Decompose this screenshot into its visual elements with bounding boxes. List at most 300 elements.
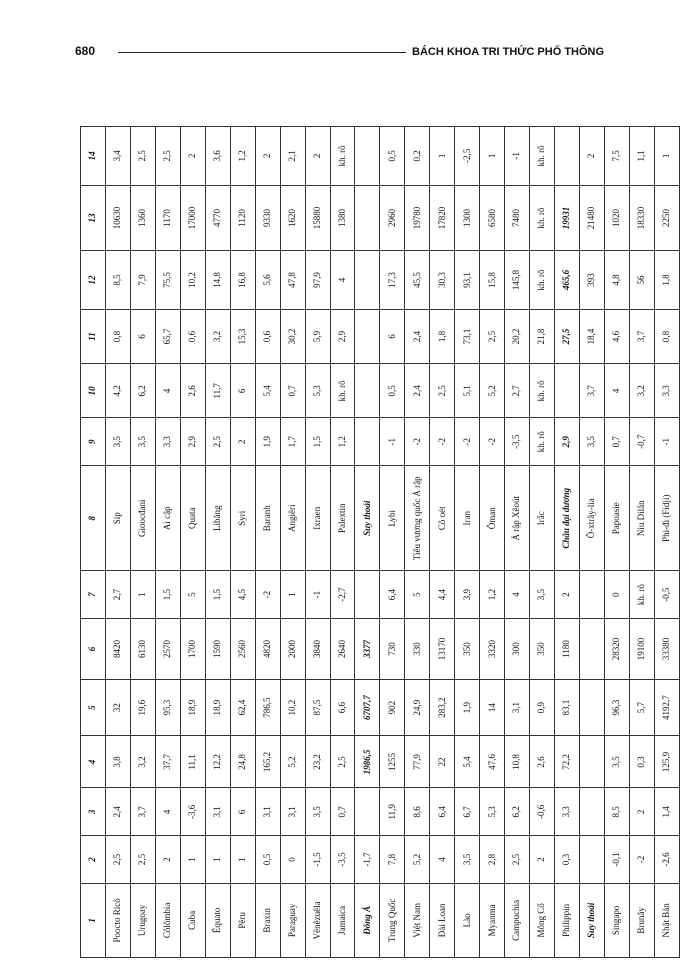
table-cell: 1120	[230, 185, 255, 250]
table-cell: 0,7	[280, 364, 305, 418]
table-cell: 24,9	[405, 679, 430, 736]
table-cell: Libăng	[205, 466, 230, 571]
table-cell: 21,8	[530, 309, 555, 363]
table-cell: 2,5	[130, 836, 155, 884]
table-cell: 8,5	[605, 788, 630, 836]
table-cell: 19780	[405, 185, 430, 250]
table-cell: 11,1	[180, 736, 205, 788]
column-header: 1	[81, 883, 106, 957]
table-cell: 1380	[330, 185, 355, 250]
table-cell: Ôman	[480, 466, 505, 571]
table-cell: 1	[130, 571, 155, 619]
table-cell: 1	[230, 836, 255, 884]
table-cell: -0,7	[629, 418, 654, 466]
table-cell: Ixraen	[305, 466, 330, 571]
table-cell: -3,5	[330, 836, 355, 884]
table-cell: 1,1	[629, 127, 654, 186]
table-cell: Baranh	[255, 466, 280, 571]
table-row	[380, 127, 405, 958]
table-cell: 2	[580, 127, 605, 186]
table-cell: -3,5	[505, 418, 530, 466]
table-cell: 18,9	[180, 679, 205, 736]
table-cell: Suy thoái	[355, 466, 380, 571]
table-cell	[355, 309, 380, 363]
table-cell: 19,6	[130, 679, 155, 736]
table-cell: 1986,5	[355, 736, 380, 788]
table-cell: 2	[230, 418, 255, 466]
table-cell: 4	[430, 836, 455, 884]
table-cell: 30,3	[430, 251, 455, 310]
table-cell: 95,3	[155, 679, 180, 736]
table-cell: 65,7	[155, 309, 180, 363]
table-cell: -2	[430, 418, 455, 466]
table-cell: 5,3	[305, 364, 330, 418]
table-cell: -1	[654, 418, 679, 466]
table-cell: Nhật Bản	[654, 883, 679, 957]
table-cell: 1,2	[230, 127, 255, 186]
table-cell	[580, 788, 605, 836]
table-cell: -2,6	[654, 836, 679, 884]
table-cell: 3,2	[130, 736, 155, 788]
table-cell: 15880	[305, 185, 330, 250]
table-cell: Poocto Ricô	[105, 883, 130, 957]
table-cell: 0,7	[605, 418, 630, 466]
table-cell: Lybi	[380, 466, 405, 571]
table-cell	[555, 127, 580, 186]
table-cell: 0,9	[530, 679, 555, 736]
table-cell: 4820	[255, 618, 280, 679]
table-cell: 6	[380, 309, 405, 363]
table-cell: 6,4	[380, 571, 405, 619]
table-row	[555, 127, 580, 958]
table-cell: 6,2	[130, 364, 155, 418]
table-cell: 4,2	[105, 364, 130, 418]
table-cell: 1,2	[480, 571, 505, 619]
table-cell: Quata	[180, 466, 205, 571]
table-cell: Vênêzuêla	[305, 883, 330, 957]
table-cell: 350	[530, 618, 555, 679]
table-cell: 4,4	[430, 571, 455, 619]
column-header: 4	[81, 736, 106, 788]
table-cell: Côlômbia	[155, 883, 180, 957]
table-row	[605, 127, 630, 958]
table-cell: 0,7	[330, 788, 355, 836]
table-cell: 4	[155, 364, 180, 418]
table-cell: 1,5	[205, 571, 230, 619]
table-cell	[580, 679, 605, 736]
table-cell: 350	[455, 618, 480, 679]
table-cell: Đài Loan	[430, 883, 455, 957]
table-cell: 0,6	[180, 309, 205, 363]
table-cell: 73,1	[455, 309, 480, 363]
table-cell: -2,7	[330, 571, 355, 619]
table-row	[430, 127, 455, 958]
table-cell: 2	[180, 127, 205, 186]
table-cell: 5,2	[280, 736, 305, 788]
table-cell: 1,5	[155, 571, 180, 619]
table-cell: 125,9	[654, 736, 679, 788]
table-cell: 14,8	[205, 251, 230, 310]
table-cell: 10630	[105, 185, 130, 250]
table-cell: 4,6	[605, 309, 630, 363]
table-cell: Việt Nam	[405, 883, 430, 957]
table-cell: 5,1	[455, 364, 480, 418]
table-cell: Lào	[455, 883, 480, 957]
table-cell: 2960	[380, 185, 405, 250]
table-cell	[355, 251, 380, 310]
table-cell: 2,1	[280, 127, 305, 186]
table-row	[405, 127, 430, 958]
table-cell: 33380	[654, 618, 679, 679]
table-cell: 1	[280, 571, 305, 619]
table-cell: 5,7	[629, 679, 654, 736]
table-cell: 7,8	[380, 836, 405, 884]
table-row	[355, 127, 380, 958]
table-cell: 4	[605, 364, 630, 418]
table-cell: 1700	[180, 618, 205, 679]
table-cell: 3,1	[255, 788, 280, 836]
table-cell: 3,3	[654, 364, 679, 418]
table-cell: 465,6	[555, 251, 580, 310]
table-cell: 3,4	[105, 127, 130, 186]
table-cell: Ả rập Xêoút	[505, 466, 530, 571]
header-row	[81, 127, 106, 958]
table-cell: 3,7	[580, 364, 605, 418]
header-rule	[118, 52, 406, 53]
table-cell: 0,8	[654, 309, 679, 363]
table-cell: 4,8	[605, 251, 630, 310]
table-cell: Paraguay	[280, 883, 305, 957]
table-cell: 2000	[280, 618, 305, 679]
table-row	[480, 127, 505, 958]
table-cell: 2,7	[505, 364, 530, 418]
table-cell: 2,8	[480, 836, 505, 884]
table-cell: 300	[505, 618, 530, 679]
table-row	[105, 127, 130, 958]
table-cell: 3,5	[580, 418, 605, 466]
table-cell: 2	[155, 836, 180, 884]
table-cell: 93,1	[455, 251, 480, 310]
table-cell: kh. rõ	[530, 127, 555, 186]
table-cell: 1,8	[654, 251, 679, 310]
table-cell: 0	[605, 571, 630, 619]
table-cell: 1360	[130, 185, 155, 250]
table-cell: 22	[430, 736, 455, 788]
table-row	[330, 127, 355, 958]
table-cell: 4770	[205, 185, 230, 250]
table-cell: -1	[380, 418, 405, 466]
table-cell: 2,6	[530, 736, 555, 788]
table-cell: 1300	[455, 185, 480, 250]
table-cell: 3,5	[605, 736, 630, 788]
table-cell: 2	[305, 127, 330, 186]
table-cell: 12,2	[205, 736, 230, 788]
table-cell: 0,3	[629, 736, 654, 788]
table-cell	[580, 571, 605, 619]
table-cell: 3,7	[130, 788, 155, 836]
table-cell	[355, 571, 380, 619]
table-cell: -2,5	[455, 127, 480, 186]
table-cell: Syri	[230, 466, 255, 571]
column-header: 6	[81, 618, 106, 679]
table-cell: 15,3	[230, 309, 255, 363]
column-header: 14	[81, 127, 106, 186]
table-cell: 83,1	[555, 679, 580, 736]
table-cell: 0,5	[255, 836, 280, 884]
table-cell: 0,5	[380, 364, 405, 418]
table-cell: 2560	[230, 618, 255, 679]
table-cell: 1,9	[255, 418, 280, 466]
page-header	[0, 0, 683, 70]
table-cell: -3,6	[180, 788, 205, 836]
table-cell: 37,7	[155, 736, 180, 788]
table-cell: 8,5	[105, 251, 130, 310]
table-cell: Irắc	[530, 466, 555, 571]
table-cell: 6,7	[455, 788, 480, 836]
table-cell: 30,2	[280, 309, 305, 363]
table-cell: 165,2	[255, 736, 280, 788]
table-cell: 10,8	[505, 736, 530, 788]
table-cell: 1,9	[455, 679, 480, 736]
table-cell: 45,5	[405, 251, 430, 310]
table-cell: 87,5	[305, 679, 330, 736]
statistics-table	[80, 126, 680, 958]
table-cell: 902	[380, 679, 405, 736]
table-cell: 19931	[555, 185, 580, 250]
table-cell: -2	[255, 571, 280, 619]
table-row	[580, 127, 605, 958]
rotated-table	[80, 126, 680, 958]
table-cell: kh. rõ	[530, 364, 555, 418]
table-cell: 17,3	[380, 251, 405, 310]
table-cell: 56	[629, 251, 654, 310]
table-cell: 9330	[255, 185, 280, 250]
table-cell: 1	[654, 127, 679, 186]
table-cell: 1255	[380, 736, 405, 788]
table-cell: 2	[555, 571, 580, 619]
table-cell: 6	[230, 364, 255, 418]
table-cell: 21480	[580, 185, 605, 250]
table-cell: -1,5	[305, 836, 330, 884]
table-cell: Trung Quốc	[380, 883, 405, 957]
table-cell: Châu đại dương	[555, 466, 580, 571]
table-cell: 3,1	[505, 679, 530, 736]
table-cell: -0,1	[605, 836, 630, 884]
column-header: 8	[81, 466, 106, 571]
table-cell	[355, 418, 380, 466]
table-cell: 0	[280, 836, 305, 884]
table-cell: Papoasie	[605, 466, 630, 571]
table-cell: 3377	[355, 618, 380, 679]
table-cell: kh. rõ	[530, 251, 555, 310]
table-cell: 4	[330, 251, 355, 310]
table-cell: Gioocđani	[130, 466, 155, 571]
table-cell: kh. rõ	[530, 185, 555, 250]
table-cell: 5,9	[305, 309, 330, 363]
table-cell: 1620	[280, 185, 305, 250]
table-cell: 75,5	[155, 251, 180, 310]
table-cell	[555, 364, 580, 418]
table-cell: 2,5	[155, 127, 180, 186]
table-cell: -2	[405, 418, 430, 466]
table-cell: 3,1	[205, 788, 230, 836]
table-row	[205, 127, 230, 958]
table-cell: 6707,7	[355, 679, 380, 736]
table-cell: Đông Á	[355, 883, 380, 957]
table-cell: kh. rõ	[330, 364, 355, 418]
table-cell: 0,2	[405, 127, 430, 186]
table-row	[505, 127, 530, 958]
table-cell: Campuchia	[505, 883, 530, 957]
table-cell: -2	[480, 418, 505, 466]
column-header: 5	[81, 679, 106, 736]
table-cell: 32	[105, 679, 130, 736]
table-cell: 15,8	[480, 251, 505, 310]
table-cell: 4	[155, 788, 180, 836]
table-cell: Êquato	[205, 883, 230, 957]
table-cell: kh. rõ	[330, 127, 355, 186]
book-title: BÁCH KHOA TRI THỨC PHỔ THÔNG	[412, 46, 605, 58]
table-cell: 2,4	[105, 788, 130, 836]
table-cell: 1	[180, 836, 205, 884]
table-cell: Palextin	[330, 466, 355, 571]
table-cell: 3,8	[105, 736, 130, 788]
table-cell: 3,5	[305, 788, 330, 836]
table-cell: Phi-đi (Fidji)	[654, 466, 679, 571]
table-cell: 4192,7	[654, 679, 679, 736]
table-cell: 72,2	[555, 736, 580, 788]
column-header: 12	[81, 251, 106, 310]
table-cell: 2,5	[105, 836, 130, 884]
table-cell: 5,4	[455, 736, 480, 788]
column-header: 3	[81, 788, 106, 836]
table-cell: 16,8	[230, 251, 255, 310]
table-cell: 3,5	[455, 836, 480, 884]
table-cell: 2	[255, 127, 280, 186]
table-cell: Síp	[105, 466, 130, 571]
table-cell: 0,3	[555, 836, 580, 884]
table-cell: Braxin	[255, 883, 280, 957]
column-header: 13	[81, 185, 106, 250]
table-cell: 2,9	[555, 418, 580, 466]
table-cell: 6	[130, 309, 155, 363]
table-cell: 6,4	[430, 788, 455, 836]
table-cell: 11,7	[205, 364, 230, 418]
table-cell: 2,5	[330, 736, 355, 788]
table-cell: 2,7	[105, 571, 130, 619]
table-cell: 1,4	[654, 788, 679, 836]
table-cell: 7480	[505, 185, 530, 250]
table-cell: 3,3	[555, 788, 580, 836]
table-cell: 3,5	[530, 571, 555, 619]
table-cell: Myanma	[480, 883, 505, 957]
table-cell: -0,5	[654, 571, 679, 619]
table-cell: 18330	[629, 185, 654, 250]
table-cell: 5,3	[480, 788, 505, 836]
table-row	[305, 127, 330, 958]
table-cell: 28320	[605, 618, 630, 679]
table-cell: 11,9	[380, 788, 405, 836]
table-cell: 3,7	[629, 309, 654, 363]
table-cell: 2,9	[180, 418, 205, 466]
table-cell: 2,6	[180, 364, 205, 418]
table-cell: 19100	[629, 618, 654, 679]
table-cell: 23,2	[305, 736, 330, 788]
table-cell: 2,4	[405, 309, 430, 363]
table-cell: Brunây	[629, 883, 654, 957]
table-cell: 7,5	[605, 127, 630, 186]
table-cell: 8,6	[405, 788, 430, 836]
table-cell: 2640	[330, 618, 355, 679]
table-cell: 3320	[480, 618, 505, 679]
table-cell: 1,2	[330, 418, 355, 466]
table-cell: Cuba	[180, 883, 205, 957]
table-cell: 2570	[155, 618, 180, 679]
table-row	[255, 127, 280, 958]
table-row	[654, 127, 679, 958]
table-cell: 3840	[305, 618, 330, 679]
table-cell: 1020	[605, 185, 630, 250]
table-row	[280, 127, 305, 958]
table-cell: -2	[629, 836, 654, 884]
table-cell: 10,2	[280, 679, 305, 736]
table-cell: 6,2	[505, 788, 530, 836]
table-cell: 3,5	[105, 418, 130, 466]
table-cell: Angiêri	[280, 466, 305, 571]
table-cell: 5,4	[255, 364, 280, 418]
table-cell: 18,9	[205, 679, 230, 736]
table-cell: 1,5	[305, 418, 330, 466]
table-cell: 786,5	[255, 679, 280, 736]
table-row	[230, 127, 255, 958]
table-row	[629, 127, 654, 958]
table-cell: Cô oét	[430, 466, 455, 571]
table-cell	[355, 127, 380, 186]
table-cell: 13170	[430, 618, 455, 679]
table-cell: -0,6	[530, 788, 555, 836]
table-cell: 97,9	[305, 251, 330, 310]
table-cell: 330	[405, 618, 430, 679]
table-cell: 5,2	[405, 836, 430, 884]
table-cell: 47,8	[280, 251, 305, 310]
table-cell: 393	[580, 251, 605, 310]
table-cell: 1	[205, 836, 230, 884]
table-cell: 1590	[205, 618, 230, 679]
table-cell: 3,1	[280, 788, 305, 836]
rotated-table-container	[80, 126, 680, 958]
table-cell: 5	[405, 571, 430, 619]
column-header: 11	[81, 309, 106, 363]
table-cell: Tiểu vương quốc Ả rập	[405, 466, 430, 571]
table-cell: 2,5	[205, 418, 230, 466]
table-cell: 0,6	[255, 309, 280, 363]
table-cell: 2,5	[505, 836, 530, 884]
table-cell: -1	[505, 127, 530, 186]
table-cell: 3,6	[205, 127, 230, 186]
table-cell: 1	[480, 127, 505, 186]
table-cell	[580, 618, 605, 679]
table-cell	[355, 364, 380, 418]
table-cell: 2	[629, 788, 654, 836]
table-cell: 17000	[180, 185, 205, 250]
table-cell: 24,8	[230, 736, 255, 788]
table-cell: 3,9	[455, 571, 480, 619]
table-cell: 5,6	[255, 251, 280, 310]
table-cell: 2,5	[480, 309, 505, 363]
table-cell: kh. rõ	[629, 571, 654, 619]
table-cell: 77,9	[405, 736, 430, 788]
table-cell: 5	[180, 571, 205, 619]
